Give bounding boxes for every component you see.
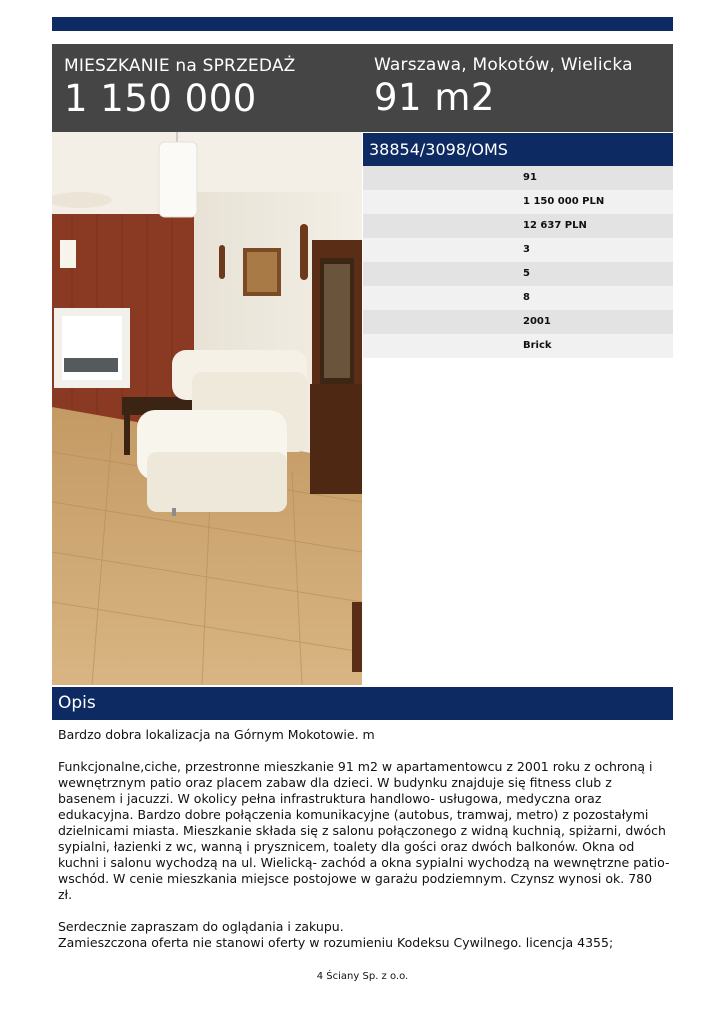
reference-number: 38854/3098/OMS (363, 133, 673, 166)
spec-area: 91 (363, 166, 673, 190)
listing-type: MIESZKANIE na SPRZEDAŻ (64, 56, 296, 76)
spec-material: Brick (363, 334, 673, 358)
description-title: Opis (52, 687, 673, 720)
description-body (58, 727, 670, 951)
listing-price: 1 150 000 (64, 77, 257, 120)
spec-rooms: 3 (363, 238, 673, 262)
footer-company: 4 Ściany Sp. z o.o. (316, 971, 409, 982)
header-right (374, 55, 633, 120)
paragraph-gap (58, 903, 670, 919)
spec-table (363, 166, 673, 358)
description-paragraph: Zamieszczona oferta nie stanowi oferty w rozumieniu Kodeksu Cywilnego. licencja 4355; (58, 935, 614, 950)
listing-location: Warszawa, Mokotów, Wielicka (374, 55, 633, 75)
spec-floors-total: 8 (363, 286, 673, 310)
apartment-photo (52, 132, 362, 685)
paragraph-gap (58, 743, 670, 759)
listing-area: 91 m2 (374, 76, 495, 119)
description-paragraph: Bardzo dobra lokalizacja na Górnym Mokotowie. m (58, 727, 375, 742)
header-left (64, 56, 296, 121)
top-accent-bar (52, 17, 673, 31)
description-paragraph: Serdecznie zapraszam do oglądania i zakupu. (58, 919, 344, 934)
spec-price: 1 150 000 PLN (363, 190, 673, 214)
listing-header (52, 44, 673, 132)
spec-price-per-m2: 12 637 PLN (363, 214, 673, 238)
spec-floor: 5 (363, 262, 673, 286)
description-paragraph: Funkcjonalne,ciche, przestronne mieszkanie 91 m2 w apartamentowcu z 2001 roku z ochroną i wewnętrznym patio oraz placem zabaw dla dzieci. W budynku znajduje się fitness club z basenem i jacuzzi. W okolicy pełna infrastruktura handlowo- usługowa, medyczna oraz edukacyjna. Bardzo dobre połączenia komunikacyjne (autobus, tramwaj, metro) z pozostałymi dzielnicami miasta. Mieszkanie składa się z salonu połączonego z widną kuchnią, spiżarni, dwóch sypialni, łazienki z wc, wanną i prysznicem, toalety dla gości oraz dwóch balkonów. Okna od kuchni i salonu wychodzą na ul. Wielicką- zachód a okna sypialni wychodzą na wewnętrzne patio- wschód. W cenie mieszkania miejsce postojowe w garażu podziemnym. Czynsz wynosi ok. 780 zł. (58, 759, 670, 902)
spec-year-built: 2001 (363, 310, 673, 334)
